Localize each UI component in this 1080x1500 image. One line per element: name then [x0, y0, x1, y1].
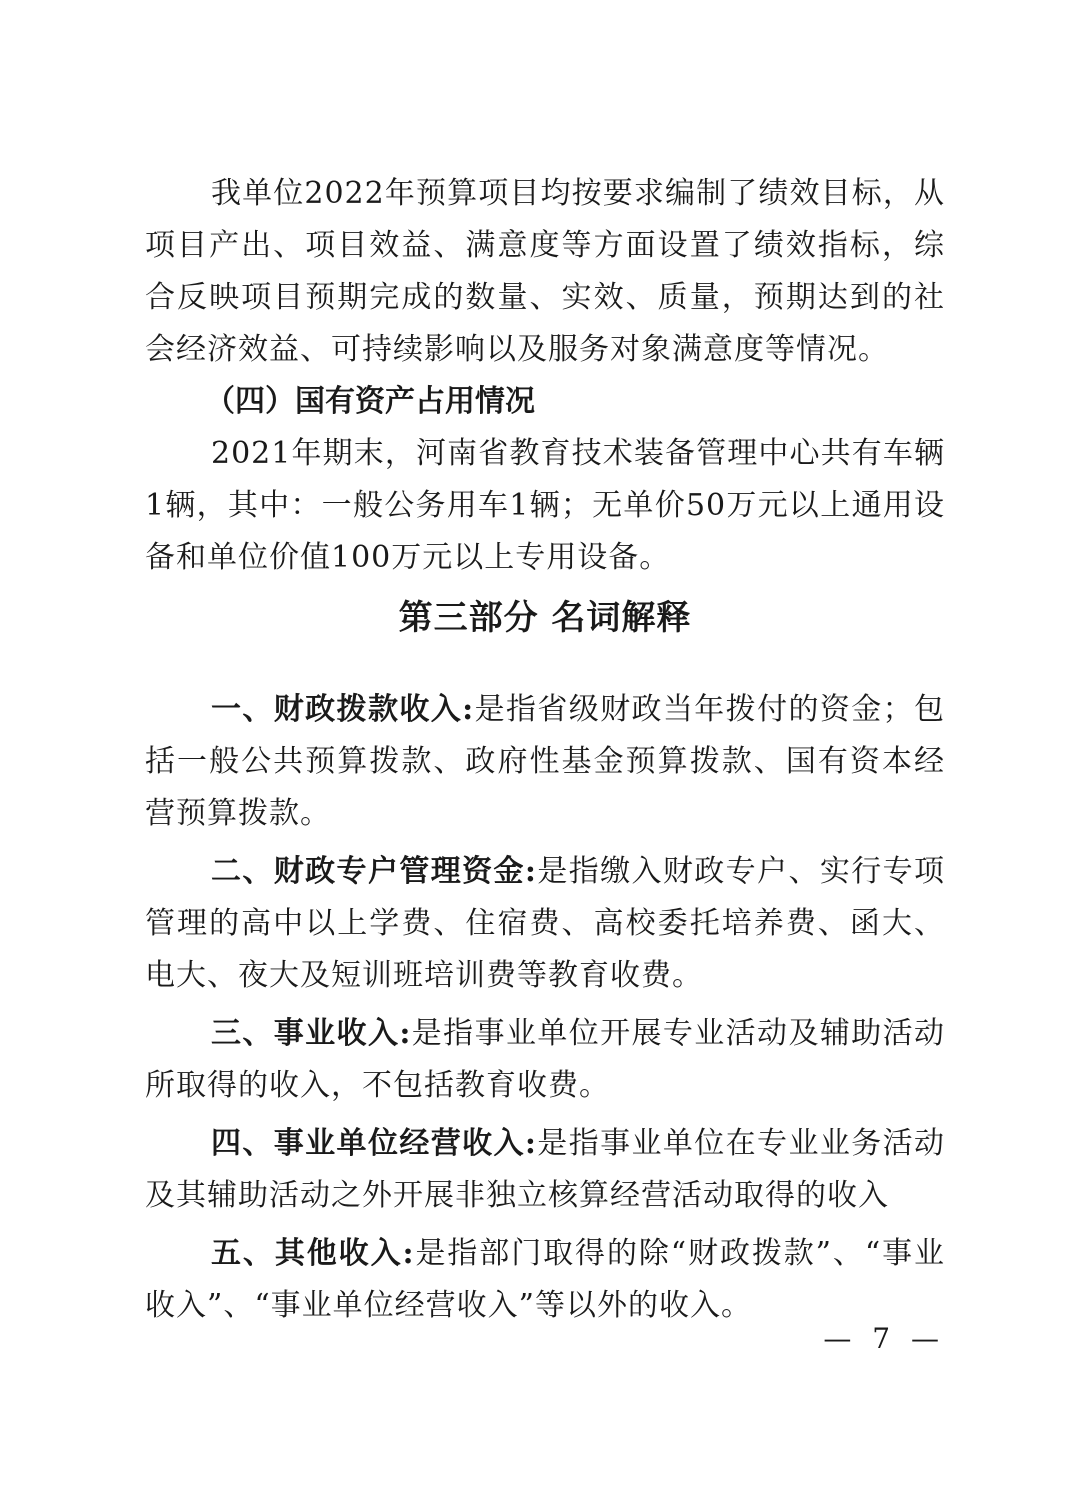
assets-paragraph: 2021年期末，河南省教育技术装备管理中心共有车辆1辆，其中：一般公务用车1辆；无单价50万元以上通用设备和单位价值100万元以上专用设备。 — [145, 436, 945, 575]
term-item — [145, 1008, 945, 1112]
performance-paragraph: 我单位2022年预算项目均按要求编制了绩效目标，从项目产出、项目效益、满意度等方面设置了绩效指标，综合反映项目预期完成的数量、实效、质量，预期达到的社会经济效益、可持续影响以及服务对象满意度等情况。 — [145, 176, 945, 367]
term-item — [145, 1118, 945, 1222]
term-label: 四、事业单位经营收入: — [211, 1126, 537, 1161]
term-definition: 是指事业单位在专业业务活动及其辅助活动之外开展非独立核算经营活动取得的收入 — [145, 1126, 945, 1213]
term-label: 一、财政拨款收入: — [211, 692, 475, 727]
term-item — [145, 684, 945, 840]
assets-heading: （四）国有资产占用情况 — [205, 384, 535, 419]
document-page — [145, 168, 945, 1338]
term-definition: 是指事业单位开展专业活动及辅助活动所取得的收入，不包括教育收费。 — [145, 1016, 946, 1103]
part-title: 第三部分 名词解释 — [398, 598, 692, 638]
term-definition: 是指缴入财政专户、实行专项管理的高中以上学费、住宿费、高校委托培养费、函大、电大、夜大及短训班培训费等教育收费。 — [145, 854, 945, 993]
term-item — [145, 846, 945, 1002]
term-definition: 是指部门取得的除“财政拨款”、“事业收入”、“事业单位经营收入”等以外的收入。 — [145, 1236, 946, 1323]
page-number: — 7 — — [823, 1322, 945, 1355]
term-label: 二、财政专户管理资金: — [211, 854, 537, 889]
term-definition: 是指省级财政当年拨付的资金；包括一般公共预算拨款、政府性基金预算拨款、国有资本经营预算拨款。 — [145, 692, 946, 831]
term-item — [145, 1228, 945, 1332]
term-label: 五、其他收入: — [211, 1236, 415, 1271]
term-label: 三、事业收入: — [211, 1016, 412, 1051]
